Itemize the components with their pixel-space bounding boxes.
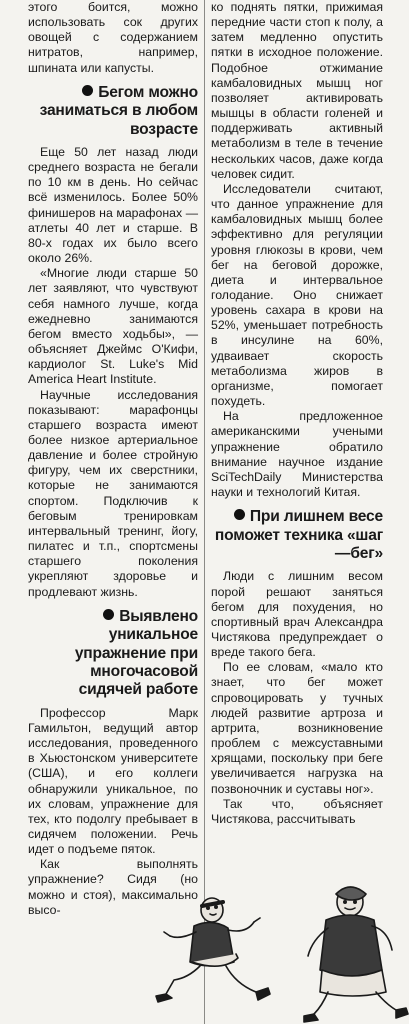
heading-text: При лишнем весе поможет техника «шаг—бег» (214, 508, 383, 562)
right-column (211, 0, 383, 827)
section-heading-age (28, 84, 198, 139)
female-runner-figure (304, 887, 408, 1022)
bullet-icon (82, 85, 93, 96)
male-runner-figure (156, 898, 270, 1002)
paragraph: «Многие люди старше 50 лет заявляют, что чувствуют себя намного лучше, когда ежедневно занимаются бегом вместо ходьбы», — объясняет Джеймс О'Кифи, кардиолог St. Luke's Mid America Heart Institute. (28, 266, 198, 387)
bullet-icon (234, 509, 245, 520)
column-divider (204, 0, 205, 1024)
paragraph: Исследователи считают, что данное упражнение для камбаловидных мышц более эффективно для регуляции уровня глюкозы в крови, чем бег на беговой дорожке, диета и интервальное голодание. Оно снижает уровень сахара в крови на 52%, уменьшает потребность в инсулине на 60%, удваивает скорость метаболизма жиров в организме, помогает похудеть. (211, 181, 383, 409)
section-heading-weight (211, 508, 383, 563)
paragraph: Еще 50 лет назад люди среднего возраста не бегали по 10 км в день. Но сейчас всё изменилось. Более 50% финишеров на марафонах — атлеты 40 лет и старше. В 80-х годах их было всего около 26%. (28, 145, 198, 266)
paragraph: Научные исследования показывают: марафонцы старшего возраста имеют более низкое артериальное давление и более стройную фигуру, чем их сверстники, которые не занимаются спортом. Подключив к беговым тренировкам интервальный тренинг, йогу, пилатес и т.п., спортсмены старшего поколения укрепляют здоровье и продлевают жизнь. (28, 387, 198, 599)
paragraph: Люди с лишним весом порой решают заняться бегом для похудения, но спортивный врач Александра Чистякова предупреждает о вреде такого бега. (211, 569, 383, 660)
paragraph: Как выполнять упражнение? Сидя (но можно и стоя), максимально высо- (28, 857, 198, 917)
intro-paragraph: этого боится, можно использовать сок других овощей с содержанием нитратов, например, шпината или капусты. (28, 0, 198, 75)
paragraph: ко поднять пятки, прижимая передние части стоп к полу, а затем медленно опустить пятки в исходное положение. Подобное отжимание камбаловидных мышц ног позволяет активировать мышцы в области голеней и поддерживать активный метаболизм в теле в течение нескольких часов, даже когда человек сидит. (211, 0, 383, 181)
paragraph: На предложенное американскими учеными упражнение обратило внимание научное издание SciTechDaily Министерства науки и технологий Китая. (211, 409, 383, 499)
left-column (28, 0, 198, 918)
heading-text: Выявлено уникальное упражнение при многочасовой сидячей работе (74, 607, 198, 699)
paragraph: По ее словам, «мало кто знает, что бег может спровоцировать у тучных людей развитие артроза и артрита, возникновение проблем с межсуставными хрящами, поскольку при беге увеличивается нагрузка на позвоночник и суставы ног». (211, 660, 383, 796)
paragraph: Профессор Марк Гамильтон, ведущий автор исследования, проведенного в Хьюстонском университете (США), и его коллеги обнаружили уникальное, по их словам, упражнение для тех, кто подолгу пребывает в сидячем положении. Речь идет о подъеме пяток. (28, 705, 198, 857)
paragraph: Так что, объясняет Чистякова, рассчитывать (211, 796, 383, 826)
section-heading-exercise (28, 608, 198, 700)
runners-illustration (150, 880, 409, 1024)
bullet-icon (103, 609, 114, 620)
heading-text: Бегом можно заниматься в любом возрасте (39, 83, 198, 138)
